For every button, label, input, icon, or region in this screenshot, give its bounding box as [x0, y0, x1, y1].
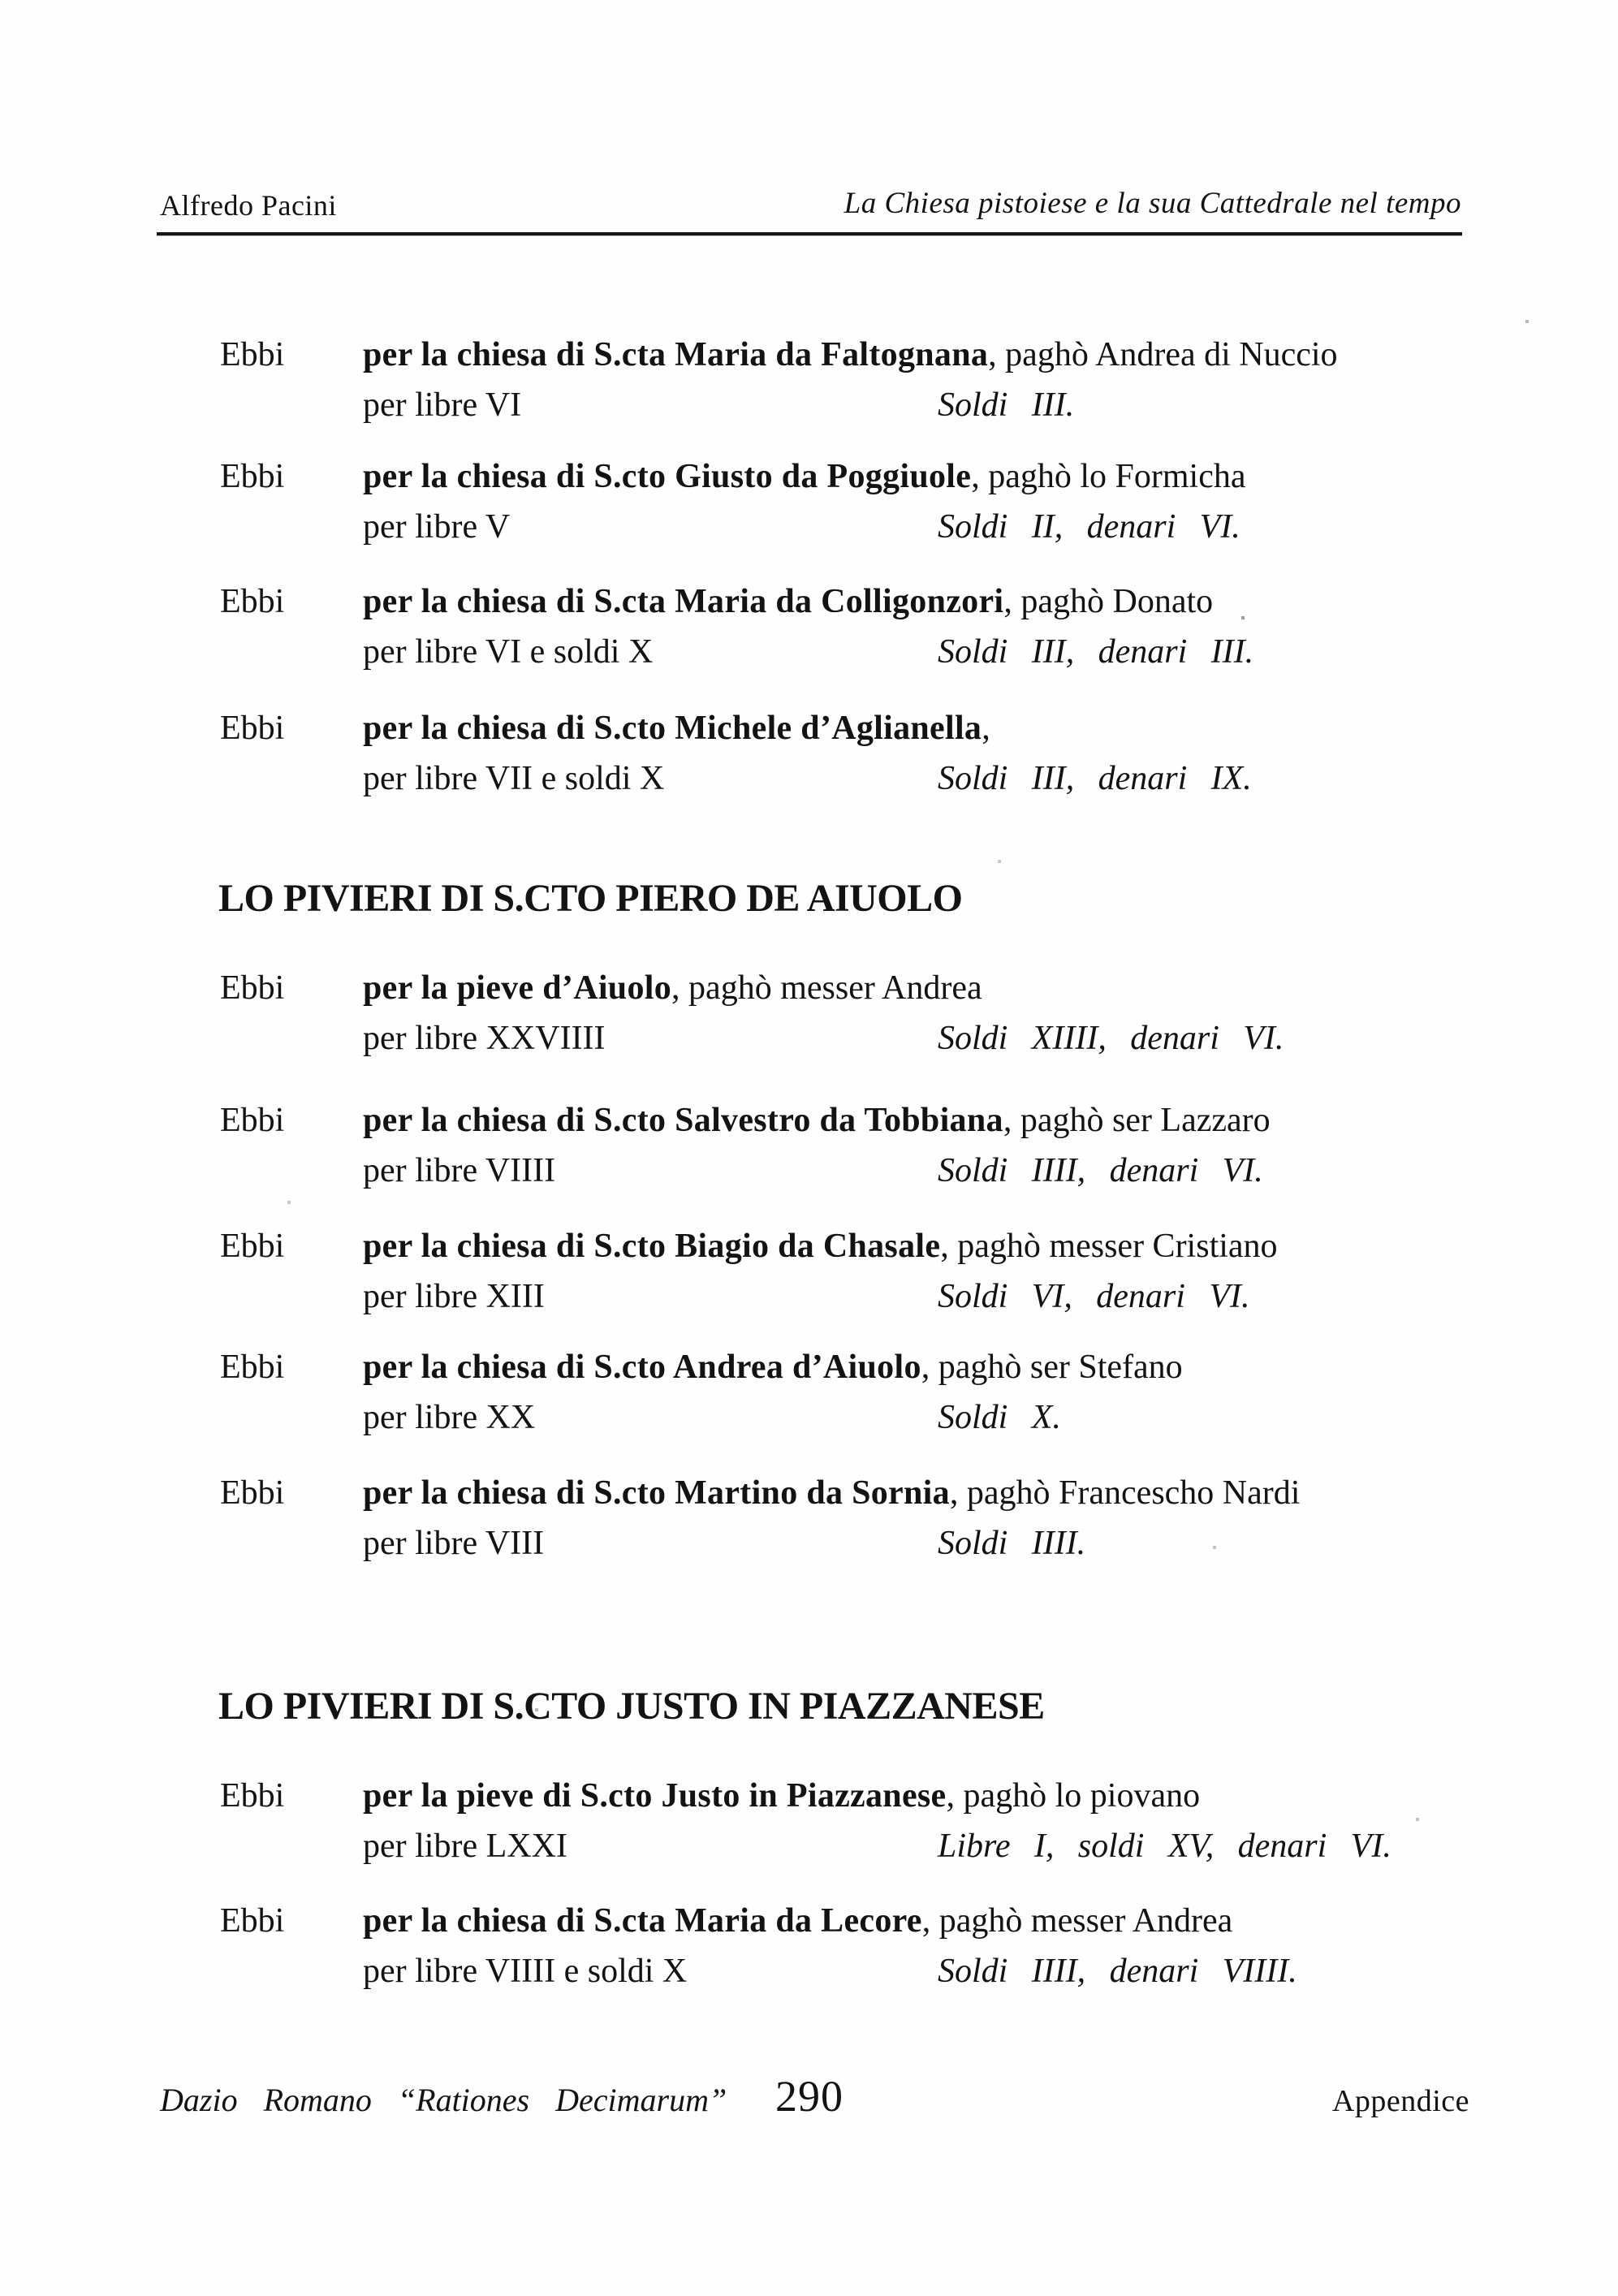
- amount-text: Soldi IIII.: [938, 1525, 1086, 1562]
- entry-body: [363, 1221, 1486, 1322]
- entry-label: Ebbi: [220, 336, 285, 373]
- entry-body: [363, 1342, 1486, 1443]
- entry-line2: [363, 1821, 1486, 1871]
- entry-line1: [363, 1221, 1486, 1271]
- entry-line2: [363, 502, 1486, 552]
- entry-line1: [363, 1095, 1486, 1146]
- amount-text: Soldi II, denari VI.: [938, 508, 1240, 546]
- ledger-entry: [220, 963, 1486, 1064]
- entry-body: [363, 451, 1486, 552]
- libre-text: per libre LXXI: [363, 1828, 567, 1865]
- church-name: per la pieve d’Aiuolo: [363, 969, 672, 1007]
- amount-text: Soldi VI, denari VI.: [938, 1278, 1250, 1315]
- church-name: per la chiesa di S.cto Biagio da Chasale: [363, 1228, 941, 1265]
- entry-body: [363, 1095, 1486, 1196]
- entry-body: [363, 1771, 1486, 1871]
- libre-text: per libre VII e soldi X: [363, 760, 665, 797]
- amount-text: Soldi IIII, denari VIIII.: [938, 1953, 1297, 1990]
- payer-text: , paghò Andrea di Nuccio: [988, 336, 1338, 373]
- ledger-entry: [220, 1221, 1486, 1322]
- payer-text: , paghò messer Andrea: [671, 969, 982, 1007]
- payer-text: , paghò ser Stefano: [921, 1349, 1183, 1386]
- libre-text: per libre VIII: [363, 1525, 545, 1562]
- amount-text: Libre I, soldi XV, denari VI.: [938, 1828, 1391, 1865]
- entry-body: [363, 1468, 1486, 1569]
- entry-label: Ebbi: [220, 583, 285, 620]
- entry-label: Ebbi: [220, 1902, 285, 1940]
- church-name: per la chiesa di S.cto Martino da Sornia: [363, 1474, 950, 1512]
- entry-line1: [363, 1896, 1486, 1946]
- church-name: per la chiesa di S.cta Maria da Lecore: [363, 1902, 922, 1940]
- payer-text: , paghò Donato: [1003, 583, 1214, 620]
- church-name: per la chiesa di S.cta Maria da Colligonzori: [363, 583, 1004, 620]
- amount-text: Soldi IIII, denari VI.: [938, 1152, 1263, 1189]
- entry-label: Ebbi: [220, 1349, 285, 1386]
- header-rule: [157, 232, 1462, 235]
- entry-line2: [363, 753, 1486, 804]
- entry-line2: [363, 1518, 1486, 1569]
- payer-text: , paghò Francescho Nardi: [949, 1474, 1301, 1512]
- entry-label: Ebbi: [220, 710, 285, 747]
- entry-label: Ebbi: [220, 458, 285, 495]
- footer-page-number: 290: [775, 2072, 844, 2121]
- header-book-title: La Chiesa pistoiese e la sua Cattedrale nel tempo: [844, 187, 1461, 220]
- entry-body: [363, 330, 1486, 430]
- entry-body: [363, 703, 1486, 804]
- entry-label: Ebbi: [220, 1228, 285, 1265]
- entry-line2: [363, 1013, 1486, 1064]
- entry-line2: [363, 627, 1486, 677]
- entry-line2: [363, 1946, 1486, 1996]
- ledger-entry: [220, 1468, 1486, 1569]
- libre-text: per libre XX: [363, 1399, 536, 1436]
- entry-body: [363, 1896, 1486, 1996]
- entry-line1: [363, 576, 1486, 627]
- amount-text: Soldi III, denari III.: [938, 633, 1254, 671]
- church-name: per la chiesa di S.cto Salvestro da Tobbiana: [363, 1102, 1003, 1139]
- libre-text: per libre VIIII: [363, 1152, 556, 1189]
- entry-line1: [363, 1468, 1486, 1518]
- entry-label: Ebbi: [220, 969, 285, 1007]
- entry-label: Ebbi: [220, 1102, 285, 1139]
- payer-text: , paghò messer Andrea: [921, 1902, 1233, 1940]
- ledger-entry: [220, 576, 1486, 677]
- payer-text: , paghò messer Cristiano: [940, 1228, 1278, 1265]
- entry-line1: [363, 330, 1486, 380]
- ledger-entry: [220, 703, 1486, 804]
- ledger-entry: [220, 451, 1486, 552]
- church-name: per la chiesa di S.cto Andrea d’Aiuolo: [363, 1349, 921, 1386]
- ledger-entry: [220, 1771, 1486, 1871]
- entry-label: Ebbi: [220, 1474, 285, 1512]
- footer-source: Dazio Romano “Rationes Decimarum”: [160, 2082, 727, 2118]
- entry-line2: [363, 1271, 1486, 1322]
- header-author: Alfredo Pacini: [160, 189, 337, 222]
- entry-line1: [363, 1342, 1486, 1392]
- ledger-entry: [220, 330, 1486, 430]
- entry-line2: [363, 1392, 1486, 1443]
- ledger-entry: [220, 1342, 1486, 1443]
- payer-text: ,: [982, 710, 990, 747]
- section-heading-piazzanese: LO PIVIERI DI S.CTO JUSTO IN PIAZZANESE: [218, 1685, 1045, 1728]
- libre-text: per libre XIII: [363, 1278, 545, 1315]
- entry-line1: [363, 703, 1486, 753]
- libre-text: per libre V: [363, 508, 511, 546]
- entry-line1: [363, 963, 1486, 1013]
- entry-label: Ebbi: [220, 1777, 285, 1815]
- ledger-entry: [220, 1896, 1486, 1996]
- church-name: per la chiesa di S.cto Michele d’Aglianella: [363, 710, 982, 747]
- entry-body: [363, 963, 1486, 1064]
- ledger-entry: [220, 1095, 1486, 1196]
- libre-text: per libre VI: [363, 386, 522, 424]
- footer-section-label: Appendice: [1331, 2084, 1469, 2118]
- church-name: per la chiesa di S.cto Giusto da Poggiuole: [363, 458, 972, 495]
- entry-line1: [363, 451, 1486, 502]
- payer-text: , paghò lo piovano: [946, 1777, 1201, 1815]
- amount-text: Soldi X.: [938, 1399, 1061, 1436]
- libre-text: per libre XXVIIII: [363, 1020, 606, 1057]
- entry-body: [363, 576, 1486, 677]
- scan-noise: [0, 0, 2, 2]
- entry-line2: [363, 1146, 1486, 1196]
- libre-text: per libre VIIII e soldi X: [363, 1953, 688, 1990]
- church-name: per la pieve di S.cto Justo in Piazzanese: [363, 1777, 947, 1815]
- payer-text: , paghò ser Lazzaro: [1003, 1102, 1271, 1139]
- amount-text: Soldi XIIII, denari VI.: [938, 1020, 1284, 1057]
- payer-text: , paghò lo Formicha: [971, 458, 1246, 495]
- entry-line1: [363, 1771, 1486, 1821]
- section-heading-aiuolo: LO PIVIERI DI S.CTO PIERO DE AIUOLO: [218, 877, 963, 920]
- amount-text: Soldi III, denari IX.: [938, 760, 1252, 797]
- libre-text: per libre VI e soldi X: [363, 633, 654, 671]
- amount-text: Soldi III.: [938, 386, 1075, 424]
- church-name: per la chiesa di S.cta Maria da Faltognana: [363, 336, 989, 373]
- entry-line2: [363, 380, 1486, 430]
